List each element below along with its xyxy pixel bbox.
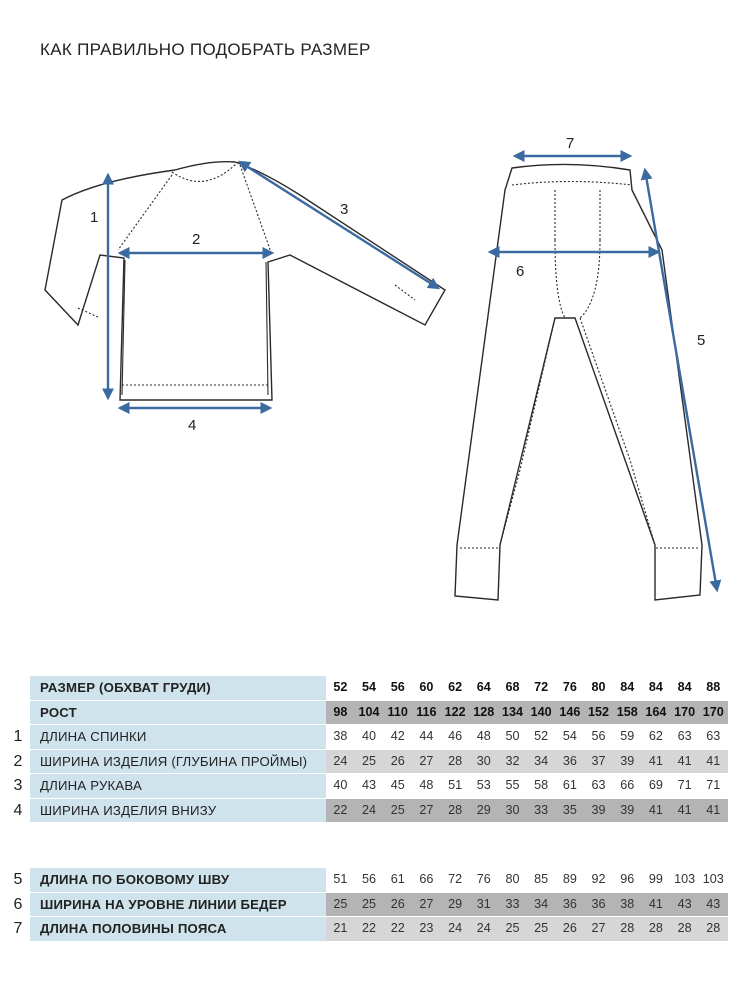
table-cell: 44: [419, 729, 434, 743]
table-cell: 89: [562, 872, 577, 886]
table-cell: 22: [390, 921, 405, 935]
table-cell: 50: [505, 729, 520, 743]
table-cell: 38: [333, 729, 348, 743]
table-cell: 30: [505, 802, 520, 817]
row-values: [326, 676, 728, 700]
table-cell: 140: [530, 704, 552, 719]
table-cell: 66: [620, 778, 635, 792]
table-cell: 39: [620, 753, 635, 768]
table-cell: 51: [333, 872, 348, 886]
table-cell: 41: [648, 896, 663, 911]
table-cell: 28: [706, 921, 721, 935]
row-number: 5: [13, 871, 23, 888]
row-label: ШИРИНА ИЗДЕЛИЯ ВНИЗУ: [40, 802, 217, 818]
top-size-table: [30, 676, 728, 822]
table-cell: 24: [333, 753, 348, 768]
table-row: [30, 868, 728, 893]
table-cell: 25: [505, 921, 520, 935]
table-cell: 64: [476, 680, 491, 694]
table-cell: 48: [476, 729, 491, 743]
table-row: [30, 893, 728, 918]
table-cell: 36: [562, 753, 577, 768]
table-cell: 26: [390, 753, 405, 768]
table-cell: 63: [591, 778, 606, 792]
table-cell: 56: [390, 680, 405, 694]
table-cell: 27: [419, 896, 434, 911]
label-2: 2: [192, 231, 201, 248]
table-cell: 41: [677, 753, 692, 768]
table-cell: 28: [677, 921, 692, 935]
table-cell: 92: [591, 872, 606, 886]
table-row: [30, 774, 728, 799]
table-cell: 38: [620, 896, 635, 911]
table-cell: 110: [387, 704, 408, 719]
table-cell: 85: [534, 872, 549, 886]
table-cell: 158: [616, 704, 638, 719]
table-cell: 68: [505, 680, 520, 694]
table-row: [30, 917, 728, 941]
table-cell: 62: [448, 680, 463, 694]
table-cell: 52: [534, 729, 549, 743]
table-cell: 164: [645, 704, 667, 719]
table-cell: 99: [648, 872, 663, 886]
table-cell: 88: [706, 680, 721, 694]
row-label: ДЛИНА ПОЛОВИНЫ ПОЯСА: [40, 921, 227, 936]
row-label: ДЛИНА ПО БОКОВОМУ ШВУ: [40, 872, 230, 887]
table-cell: 56: [591, 729, 606, 743]
table-cell: 62: [648, 729, 663, 743]
table-cell: 71: [677, 778, 692, 792]
table-cell: 41: [648, 802, 663, 817]
row-values: [326, 701, 728, 725]
row-label: ШИРИНА НА УРОВНЕ ЛИНИИ БЕДЕР: [40, 896, 287, 912]
table-row: [30, 725, 728, 750]
table-cell: 170: [702, 704, 724, 719]
table-cell: 27: [591, 921, 606, 935]
table-cell: 76: [476, 872, 491, 886]
table-row: [30, 750, 728, 775]
table-cell: 32: [505, 753, 520, 768]
table-cell: 22: [362, 921, 377, 935]
table-cell: 63: [706, 729, 721, 743]
row-label: РАЗМЕР (ОБХВАТ ГРУДИ): [40, 680, 211, 695]
table-cell: 98: [333, 704, 348, 719]
table-cell: 53: [476, 778, 491, 792]
bottom-size-table: [30, 868, 728, 941]
table-cell: 56: [362, 872, 377, 886]
table-cell: 29: [448, 896, 463, 911]
table-cell: 128: [473, 704, 495, 719]
row-number: 2: [13, 752, 23, 770]
row-number: 6: [13, 895, 23, 913]
table-cell: 42: [390, 729, 405, 743]
table-cell: 41: [648, 753, 663, 768]
table-cell: 36: [591, 896, 606, 911]
table-cell: 72: [448, 872, 463, 886]
label-7: 7: [566, 135, 575, 152]
row-number: 3: [13, 777, 23, 794]
table-cell: 24: [362, 802, 377, 817]
table-cell: 71: [706, 778, 721, 792]
table-cell: 24: [476, 921, 491, 935]
table-cell: 30: [476, 753, 491, 768]
table-cell: 146: [559, 704, 581, 719]
table-cell: 25: [362, 753, 377, 768]
table-cell: 52: [333, 680, 348, 694]
row-number: 7: [13, 920, 23, 937]
table-cell: 40: [333, 778, 348, 792]
table-cell: 59: [620, 729, 635, 743]
table-cell: 33: [534, 802, 549, 817]
table-cell: 54: [362, 680, 377, 694]
table-cell: 51: [448, 778, 463, 792]
table-cell: 134: [501, 704, 523, 719]
table-cell: 28: [448, 802, 463, 817]
row-values: [326, 893, 728, 917]
table-cell: 43: [677, 896, 692, 911]
table-cell: 28: [448, 753, 463, 768]
table-cell: 96: [620, 872, 635, 886]
table-cell: 61: [562, 778, 577, 792]
table-cell: 61: [390, 872, 405, 886]
table-cell: 26: [562, 921, 577, 935]
table-cell: 48: [419, 778, 434, 792]
table-cell: 116: [416, 704, 437, 719]
label-3: 3: [340, 201, 349, 218]
table-cell: 41: [706, 802, 721, 817]
table-cell: 170: [674, 704, 696, 719]
table-cell: 33: [505, 896, 520, 911]
table-cell: 69: [648, 778, 663, 792]
row-number: 1: [13, 728, 23, 745]
label-4: 4: [188, 417, 197, 434]
page-title: КАК ПРАВИЛЬНО ПОДОБРАТЬ РАЗМЕР: [40, 40, 371, 59]
table-cell: 43: [362, 778, 377, 792]
row-values: [326, 774, 728, 798]
table-cell: 24: [448, 921, 463, 935]
table-cell: 54: [562, 729, 577, 743]
table-cell: 39: [591, 802, 606, 817]
table-cell: 26: [390, 896, 405, 911]
table-cell: 63: [677, 729, 692, 743]
table-cell: 76: [562, 680, 577, 694]
label-1: 1: [90, 209, 99, 226]
table-cell: 55: [505, 778, 520, 792]
table-cell: 41: [706, 753, 721, 768]
table-cell: 41: [677, 802, 692, 817]
table-cell: 36: [562, 896, 577, 911]
table-cell: 21: [333, 921, 348, 935]
table-cell: 60: [419, 680, 434, 694]
table-cell: 22: [333, 802, 348, 817]
table-cell: 23: [419, 921, 434, 935]
table-cell: 29: [476, 802, 491, 817]
table-cell: 25: [362, 896, 377, 911]
table-cell: 104: [358, 704, 380, 719]
table-cell: 103: [674, 872, 696, 886]
row-label: ДЛИНА РУКАВА: [40, 778, 142, 793]
table-cell: 58: [534, 778, 549, 792]
pants-drawing: [455, 164, 702, 600]
row-values: [326, 725, 728, 749]
label-5: 5: [697, 332, 706, 349]
row-label: ДЛИНА СПИНКИ: [40, 729, 147, 744]
row-values: [326, 917, 728, 941]
table-cell: 39: [620, 802, 635, 817]
table-cell: 66: [419, 872, 434, 886]
table-cell: 122: [444, 704, 466, 719]
table-cell: 43: [706, 896, 721, 911]
row-values: [326, 750, 728, 774]
row-label: РОСТ: [40, 704, 77, 720]
table-cell: 25: [534, 921, 549, 935]
table-cell: 27: [419, 802, 434, 817]
table-row: [30, 701, 728, 726]
table-cell: 37: [591, 753, 606, 768]
table-cell: 46: [448, 729, 463, 743]
table-cell: 35: [562, 802, 577, 817]
row-values: [326, 799, 728, 823]
shirt-drawing: [45, 162, 445, 400]
table-cell: 80: [591, 680, 606, 694]
table-row: [30, 676, 728, 701]
row-label: ШИРИНА ИЗДЕЛИЯ (ГЛУБИНА ПРОЙМЫ): [40, 753, 308, 769]
row-number: 4: [13, 801, 23, 819]
table-cell: 28: [648, 921, 663, 935]
row-values: [326, 868, 728, 892]
table-cell: 80: [505, 872, 520, 886]
table-cell: 28: [620, 921, 635, 935]
label-6: 6: [516, 263, 525, 280]
table-cell: 103: [702, 872, 724, 886]
table-cell: 84: [648, 680, 663, 694]
table-cell: 27: [419, 753, 434, 768]
table-cell: 72: [534, 680, 549, 694]
table-cell: 84: [620, 680, 635, 694]
table-cell: 84: [677, 680, 692, 694]
table-cell: 152: [588, 704, 610, 719]
table-cell: 25: [390, 802, 405, 817]
table-cell: 34: [534, 896, 549, 911]
table-row: [30, 799, 728, 823]
table-cell: 31: [476, 896, 491, 911]
table-cell: 25: [333, 896, 348, 911]
table-cell: 34: [534, 753, 549, 768]
table-cell: 45: [390, 778, 405, 792]
table-cell: 40: [362, 729, 377, 743]
